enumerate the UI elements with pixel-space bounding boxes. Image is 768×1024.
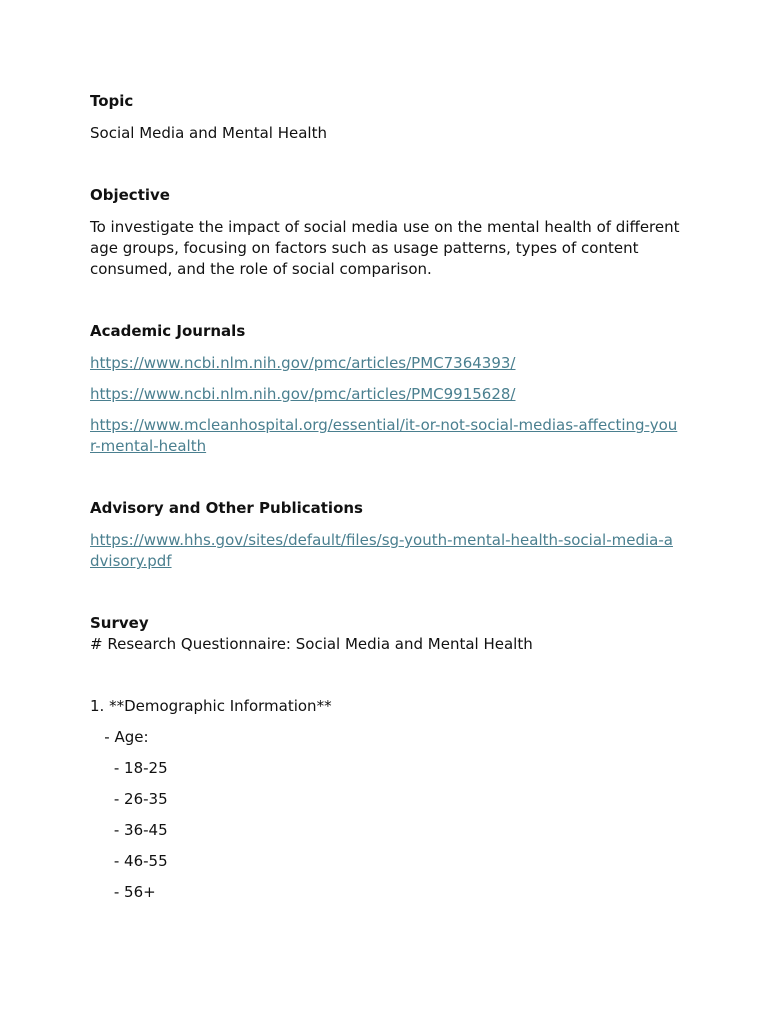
objective-text: To investigate the impact of social media use on the mental health of different age groups, focusing on factors such as usage patterns, types of content consumed, and the role of social comparison. xyxy=(90,218,680,278)
survey-age-label: - Age: xyxy=(90,728,149,746)
journal-link-2[interactable]: https://www.ncbi.nlm.nih.gov/pmc/articles/PMC9915628/ xyxy=(90,385,516,403)
advisory-link-1[interactable]: https://www.hhs.gov/sites/default/files/sg-youth-mental-health-social-media-advisory.pdf xyxy=(90,531,673,570)
journal-link-1[interactable]: https://www.ncbi.nlm.nih.gov/pmc/articles/PMC7364393/ xyxy=(90,354,516,372)
survey-question-1: 1. **Demographic Information** xyxy=(90,697,332,715)
topic-heading: Topic xyxy=(90,92,134,110)
age-option-18-25: - 18-25 xyxy=(90,759,168,777)
journals-heading: Academic Journals xyxy=(90,322,246,340)
objective-heading: Objective xyxy=(90,186,170,204)
topic-text: Social Media and Mental Health xyxy=(90,124,327,142)
age-option-36-45: - 36-45 xyxy=(90,821,168,839)
survey-title-line: # Research Questionnaire: Social Media and Mental Health xyxy=(90,635,533,653)
age-option-46-55: - 46-55 xyxy=(90,852,168,870)
age-option-56-plus: - 56+ xyxy=(90,883,156,901)
journal-link-3[interactable]: https://www.mcleanhospital.org/essential/it-or-not-social-medias-affecting-your-mental-health xyxy=(90,416,678,455)
survey-heading: Survey xyxy=(90,614,149,632)
advisory-heading: Advisory and Other Publications xyxy=(90,499,363,517)
age-option-26-35: - 26-35 xyxy=(90,790,168,808)
